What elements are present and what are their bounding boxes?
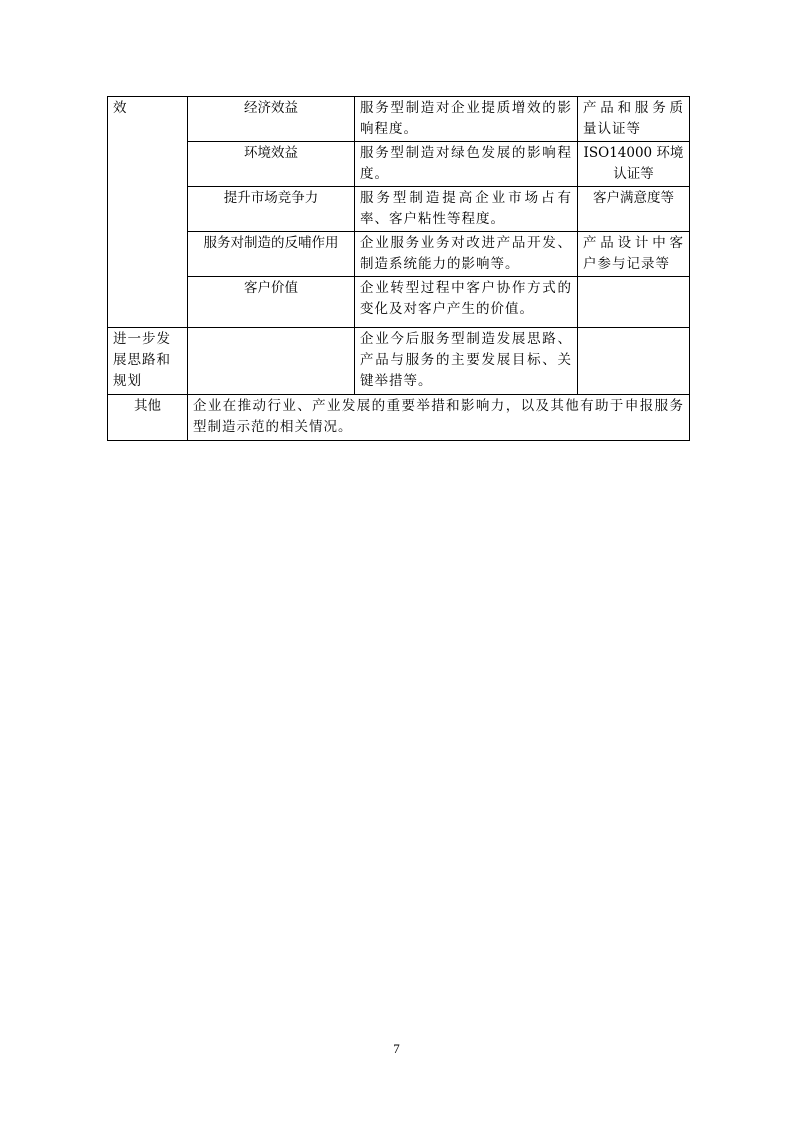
evaluation-table [107,96,690,441]
evidence-cell [578,277,690,328]
content-cell: 企业服务业务对改进产品开发、制造系统能力的影响等。 [355,232,578,277]
table-row [108,328,690,395]
table-row [108,97,690,142]
content-cell: 服务型制造对绿色发展的影响程度。 [355,142,578,187]
item-cell: 客户价值 [188,277,355,328]
category-cell: 效 [108,97,188,328]
content-cell: 企业今后服务型制造发展思路、产品与服务的主要发展目标、关键举措等。 [355,328,578,395]
content-cell: 企业在推动行业、产业发展的重要举措和影响力，以及其他有助于申报服务型制造示范的相关情况。 [188,395,690,441]
category-cell: 其他 [108,395,188,441]
evidence-cell [578,328,690,395]
content-cell: 企业转型过程中客户协作方式的变化及对客户产生的价值。 [355,277,578,328]
table-row [108,395,690,441]
evidence-cell: ISO14000 环境认证等 [578,142,690,187]
page-number: 7 [393,1041,400,1056]
evidence-cell: 产品和服务质量认证等 [578,97,690,142]
table-row [108,142,690,187]
content-cell: 服务型制造提高企业市场占有率、客户粘性等程度。 [355,187,578,232]
item-cell: 环境效益 [188,142,355,187]
category-cell: 进一步发展思路和规划 [108,328,188,395]
evidence-cell: 客户满意度等 [578,187,690,232]
table-row [108,187,690,232]
evidence-cell: 产品设计中客户参与记录等 [578,232,690,277]
item-cell: 服务对制造的反哺作用 [188,232,355,277]
item-cell: 经济效益 [188,97,355,142]
item-cell [188,328,355,395]
table-row [108,277,690,328]
content-cell: 服务型制造对企业提质增效的影响程度。 [355,97,578,142]
table-row [108,232,690,277]
item-cell: 提升市场竞争力 [188,187,355,232]
